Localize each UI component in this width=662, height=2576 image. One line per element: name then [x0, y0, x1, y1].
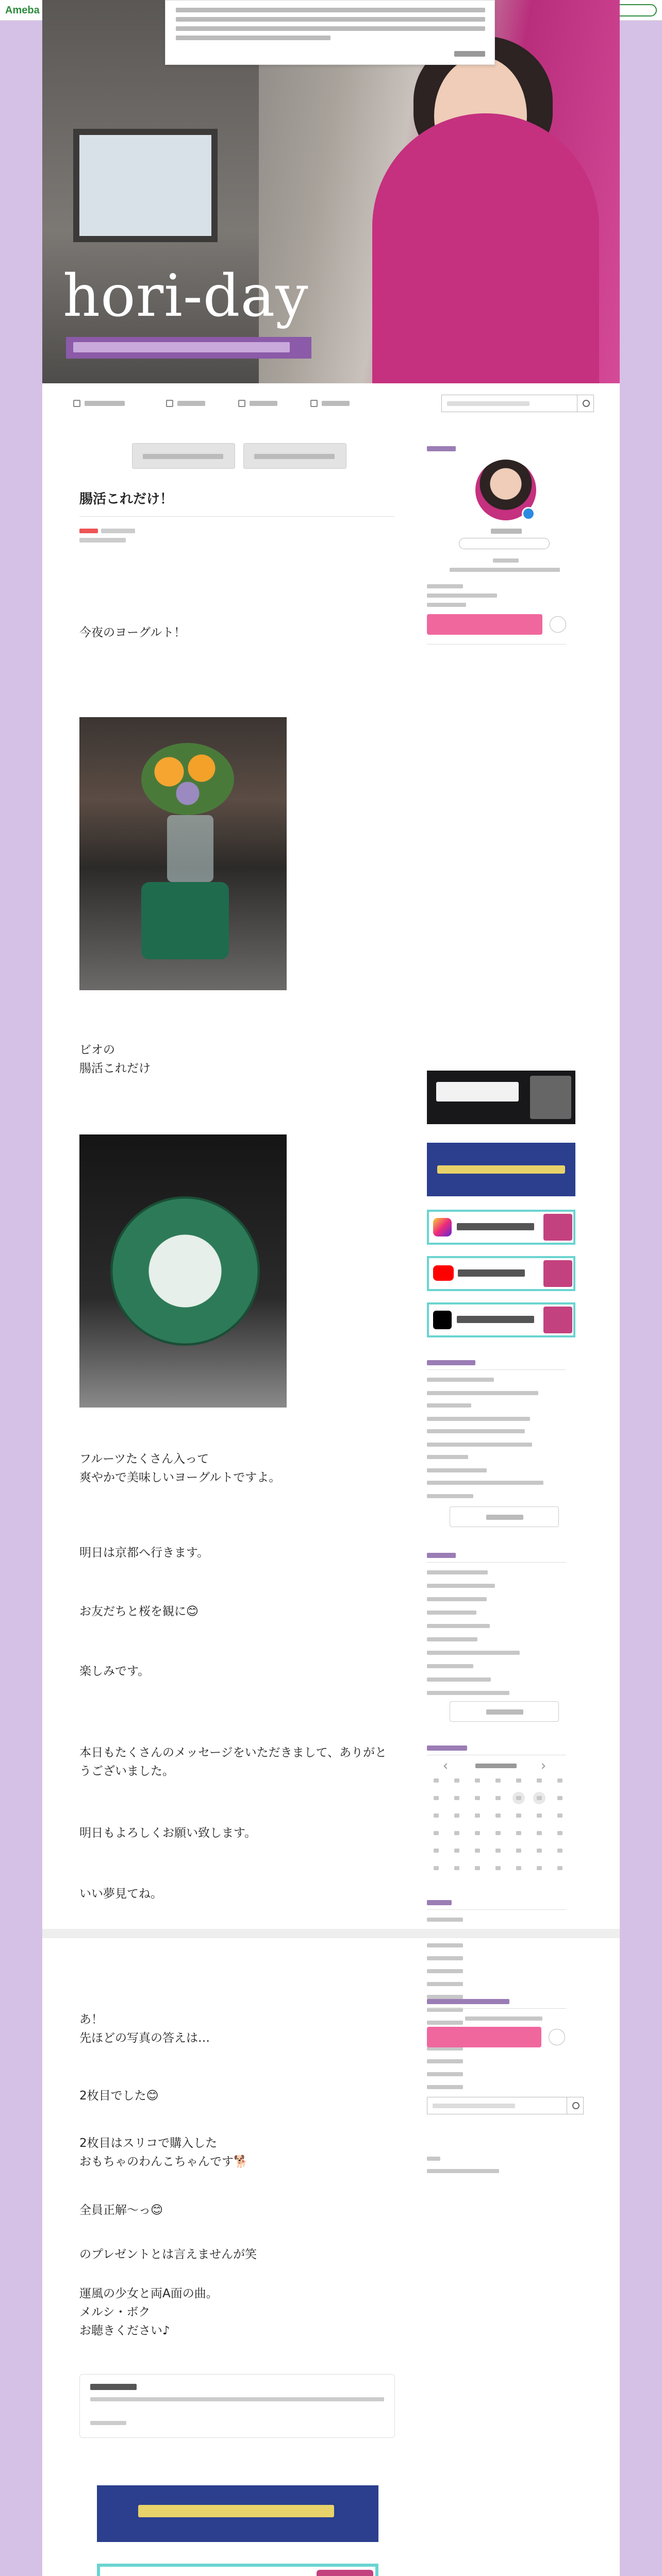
calendar-label-placeholder	[454, 1778, 459, 1783]
banner-text-placeholder	[457, 1223, 534, 1230]
profile-line-placeholder	[427, 584, 463, 588]
calendar-label-placeholder	[434, 1814, 439, 1818]
calendar-day-cell[interactable]	[492, 1792, 504, 1804]
chevron-right-icon[interactable]	[539, 1763, 545, 1769]
yogurt-lid	[110, 1196, 260, 1346]
more-options-icon[interactable]	[550, 616, 566, 633]
calendar-day-cell[interactable]	[451, 1862, 463, 1874]
calendar-label-placeholder	[475, 1796, 480, 1800]
calendar-label-placeholder	[495, 1866, 501, 1870]
entry-photo-flowers-yogurt[interactable]	[79, 717, 287, 990]
new-badge	[79, 529, 98, 533]
calendar-day-cell[interactable]	[430, 1827, 442, 1839]
calendar-label-placeholder	[557, 1796, 562, 1800]
calendar-day-cell[interactable]	[512, 1792, 525, 1804]
divider	[427, 1909, 566, 1910]
calendar-weekday-cell	[430, 1774, 442, 1787]
flowers	[141, 743, 234, 815]
calendar-day-cell[interactable]	[451, 1844, 463, 1857]
profile-line-placeholder	[427, 594, 497, 598]
recent-entry-link-placeholder[interactable]	[427, 1391, 538, 1395]
recent-entry-link-placeholder[interactable]	[427, 1429, 525, 1433]
banner-photo	[317, 2570, 373, 2576]
divider	[427, 1562, 566, 1563]
recent-entries-more-button[interactable]	[450, 1506, 559, 1527]
embed-source-placeholder	[90, 2421, 126, 2425]
calendar-label-placeholder	[475, 1778, 480, 1783]
archive-month-link-placeholder[interactable]	[427, 1995, 463, 1999]
banner-photo	[530, 1076, 571, 1119]
nav-blog-top[interactable]	[73, 399, 125, 408]
recent-entries-heading-placeholder	[427, 1360, 475, 1365]
recent-entry-link-placeholder[interactable]	[427, 1455, 468, 1459]
entry-paragraph: 2枚目でした😊	[79, 2089, 159, 2103]
calendar-label-placeholder	[454, 1866, 459, 1870]
calendar-label-placeholder	[537, 1831, 542, 1835]
archive-month-link-placeholder[interactable]	[427, 1943, 463, 1947]
calendar-label-placeholder	[495, 1814, 501, 1818]
entry-paragraph: 明日は京都へ行きます。	[79, 1546, 209, 1560]
calendar-day-cell[interactable]	[471, 1844, 484, 1857]
entry-paragraph: 全員正解〜っ😊	[79, 2204, 163, 2217]
calendar-label-placeholder	[495, 1796, 501, 1800]
calendar-label-placeholder	[434, 1866, 439, 1870]
recent-entry-link-placeholder[interactable]	[427, 1468, 487, 1472]
calendar-day-cell[interactable]	[492, 1827, 504, 1839]
theme-link-placeholder[interactable]	[427, 1677, 491, 1682]
more-label-placeholder	[486, 1515, 523, 1520]
archive-month-link-placeholder[interactable]	[427, 2085, 463, 2089]
entry-theme-link-placeholder[interactable]	[79, 538, 126, 543]
theme-link-placeholder[interactable]	[427, 1570, 488, 1574]
calendar-day-cell[interactable]	[554, 1827, 566, 1839]
calendar-label-placeholder	[434, 1796, 439, 1800]
banner-text-placeholder	[458, 1269, 525, 1277]
theme-link-placeholder[interactable]	[427, 1637, 477, 1641]
home-icon	[73, 400, 80, 407]
calendar-label-placeholder	[516, 1796, 521, 1800]
calendar-day-cell[interactable]	[492, 1809, 504, 1822]
entry-title[interactable]: 腸活これだけ！	[79, 492, 174, 507]
calendar-weekday-cell	[471, 1774, 484, 1787]
blog-subtitle-placeholder	[73, 342, 290, 352]
archive-month-link-placeholder[interactable]	[427, 2059, 463, 2063]
header-photo-window	[73, 129, 218, 242]
calendar-heading-placeholder	[427, 1745, 467, 1751]
divider	[427, 644, 566, 645]
calendar-day-cell[interactable]	[451, 1792, 463, 1804]
sidebar-banner-x[interactable]	[427, 1302, 575, 1337]
nav-label-placeholder	[85, 401, 125, 406]
search-placeholder	[447, 401, 529, 406]
calendar-label-placeholder	[434, 1778, 439, 1783]
calendar-label-placeholder	[454, 1849, 459, 1853]
entry-paragraph: お友だちと桜を観に😊	[79, 1605, 198, 1618]
search-icon[interactable]	[567, 2097, 583, 2114]
divider	[427, 2008, 566, 2009]
video-icon	[310, 400, 318, 407]
entry-paragraph: のプレゼントとは言えませんが笑	[79, 2248, 257, 2261]
youtube-banner[interactable]	[97, 2564, 378, 2576]
archive-month-link-placeholder[interactable]	[427, 1956, 463, 1960]
banner-text-placeholder	[138, 2505, 334, 2517]
yogurt-cup	[141, 882, 229, 959]
calendar-day-cell[interactable]	[554, 1844, 566, 1857]
calendar-day-cell[interactable]	[451, 1809, 463, 1822]
entry-paragraph: 明日もよろしくお願い致します。	[79, 1826, 257, 1840]
entry-date-placeholder	[101, 529, 135, 533]
nav-label-placeholder	[322, 401, 350, 406]
theme-link-placeholder[interactable]	[427, 1651, 520, 1655]
notice-line	[176, 8, 485, 12]
calendar-label-placeholder	[454, 1814, 459, 1818]
recent-entry-link-placeholder[interactable]	[427, 1481, 543, 1485]
calendar-day-cell[interactable]	[492, 1862, 504, 1874]
calendar-day-cell[interactable]	[512, 1862, 525, 1874]
search-icon[interactable]	[577, 395, 593, 412]
calendar-day-cell[interactable]	[430, 1809, 442, 1822]
calendar-label-placeholder	[557, 1866, 562, 1870]
archive-month-link-placeholder[interactable]	[427, 1969, 463, 1973]
profile-name-placeholder[interactable]	[491, 529, 522, 534]
nav-label-placeholder	[250, 401, 277, 406]
theme-link-placeholder[interactable]	[427, 1691, 509, 1695]
calendar-label-placeholder	[475, 1831, 480, 1835]
chevron-left-icon[interactable]	[443, 1763, 449, 1769]
recent-entry-link-placeholder[interactable]	[427, 1378, 494, 1382]
calendar-weekday-cell	[492, 1774, 504, 1787]
theme-link-placeholder[interactable]	[427, 1584, 495, 1588]
theme-link-placeholder[interactable]	[427, 1624, 490, 1628]
calendar-grid	[427, 1774, 576, 1879]
calendar-day-cell[interactable]	[554, 1792, 566, 1804]
calendar-label-placeholder	[516, 1866, 521, 1870]
recent-entry-link-placeholder[interactable]	[427, 1417, 530, 1421]
instagram-icon	[433, 1218, 452, 1236]
themes-more-button[interactable]	[450, 1701, 559, 1722]
calendar-label-placeholder	[495, 1831, 501, 1835]
recent-entry-link-placeholder[interactable]	[427, 1494, 473, 1498]
calendar-label-placeholder	[537, 1866, 542, 1870]
more-label-placeholder	[486, 1709, 523, 1715]
entry-paragraph: 今夜のヨーグルト！	[79, 626, 186, 639]
calendar-day-cell[interactable]	[512, 1809, 525, 1822]
archive-month-link-placeholder[interactable]	[427, 2021, 463, 2025]
calendar-month-placeholder	[475, 1764, 517, 1768]
ameba-logo[interactable]: Ameba	[5, 5, 40, 16]
sidebar-search-input[interactable]	[427, 2097, 584, 2114]
calendar-label-placeholder	[557, 1849, 562, 1853]
follower-count-placeholder	[465, 2016, 542, 2021]
follow-button[interactable]	[427, 614, 542, 635]
calendar-label-placeholder	[516, 1778, 521, 1783]
official-blogger-badge	[459, 538, 550, 549]
calendar-day-cell[interactable]	[471, 1792, 484, 1804]
sidebar-banner-youtube[interactable]	[427, 1256, 575, 1291]
blog-title[interactable]: hori-day	[63, 263, 309, 330]
blog-subtitle-bar	[66, 337, 311, 359]
calendar-label-placeholder	[495, 1778, 501, 1783]
entry-paragraph: 2枚目はスリコで購入した おもちゃのわんこちゃんです🐕	[79, 2137, 249, 2168]
calendar-day-cell[interactable]	[430, 1844, 442, 1857]
calendar-label-placeholder	[454, 1796, 459, 1800]
nav-label-placeholder	[177, 401, 205, 406]
sidebar-footer-link-placeholder[interactable]	[427, 2169, 499, 2173]
calendar-weekday-cell	[533, 1774, 545, 1787]
calendar-day-cell[interactable]	[471, 1862, 484, 1874]
divider	[427, 1369, 566, 1370]
calendar-day-cell[interactable]	[512, 1827, 525, 1839]
calendar-label-placeholder	[516, 1831, 521, 1835]
calendar-day-cell[interactable]	[430, 1862, 442, 1874]
themes-heading-placeholder	[427, 1553, 456, 1558]
official-blog-banner[interactable]	[97, 2485, 378, 2542]
sidebar-footer-link-placeholder[interactable]	[427, 2157, 440, 2161]
calendar-label-placeholder	[537, 1849, 542, 1853]
nav-image-list[interactable]	[238, 399, 279, 408]
youtube-embed-card[interactable]	[79, 2374, 395, 2438]
banner-text-placeholder	[457, 1316, 534, 1323]
followers-heading-placeholder	[427, 1999, 509, 2004]
profile-heading-placeholder	[427, 446, 456, 451]
calendar-day-cell[interactable]	[554, 1809, 566, 1822]
entry-paragraph: フルーツたくさん入って 爽やかで美味しいヨーグルトですよ。	[79, 1452, 281, 1484]
entry-photo-yogurt-closeup[interactable]	[79, 1134, 287, 1408]
entry-paragraph: いい夢見てね。	[79, 1887, 162, 1901]
sidebar-banner-book[interactable]	[427, 1071, 575, 1124]
calendar-label-placeholder	[475, 1849, 480, 1853]
calendar-label-placeholder	[537, 1814, 542, 1818]
calendar-label-placeholder	[557, 1778, 562, 1783]
calendar-day-cell[interactable]	[533, 1792, 545, 1804]
entry-paragraph: 楽しみです。	[79, 1665, 150, 1678]
sidebar-follow-button[interactable]	[427, 2027, 541, 2047]
entry-paragraph: 運風の少女と両A面の曲。 メルシ・ボク お聴きください♪	[79, 2287, 218, 2337]
calendar-day-cell[interactable]	[533, 1809, 545, 1822]
search-placeholder	[433, 2104, 515, 2108]
x-icon	[433, 1311, 452, 1329]
calendar-label-placeholder	[434, 1849, 439, 1853]
archive-month-link-placeholder[interactable]	[427, 2072, 463, 2076]
embed-title-placeholder	[90, 2384, 137, 2390]
calendar-label-placeholder	[475, 1866, 480, 1870]
calendar-day-cell[interactable]	[471, 1809, 484, 1822]
calendar-day-cell[interactable]	[512, 1844, 525, 1857]
youtube-icon	[433, 1265, 454, 1281]
banner-text-placeholder	[437, 1165, 565, 1174]
header-photo-magenta-top	[372, 113, 599, 383]
notice-line	[176, 26, 485, 31]
page-separator	[42, 1929, 620, 1938]
next-entry-button[interactable]	[243, 443, 346, 469]
theme-link-placeholder[interactable]	[427, 1611, 476, 1615]
more-options-icon[interactable]	[549, 2029, 565, 2045]
recent-entry-link-placeholder[interactable]	[427, 1403, 471, 1408]
calendar-label-placeholder	[516, 1814, 521, 1818]
notice-line	[176, 36, 330, 40]
entry-paragraph: 本日もたくさんのメッセージをいただきまして、ありがとうございました。	[79, 1746, 387, 1778]
calendar-label-placeholder	[537, 1796, 542, 1800]
archive-month-link-placeholder[interactable]	[427, 1982, 463, 1986]
cookie-notice	[165, 0, 495, 65]
banner-text-placeholder	[436, 1082, 519, 1101]
calendar-label-placeholder	[557, 1831, 562, 1835]
calendar-day-cell[interactable]	[533, 1827, 545, 1839]
calendar-label-placeholder	[495, 1849, 501, 1853]
calendar-day-cell[interactable]	[451, 1827, 463, 1839]
theme-link-placeholder[interactable]	[427, 1664, 473, 1668]
prev-entry-label-placeholder	[143, 454, 223, 459]
calendar-label-placeholder	[434, 1831, 439, 1835]
vase	[167, 815, 213, 882]
embed-description-placeholder	[90, 2397, 384, 2401]
next-entry-label-placeholder	[254, 454, 335, 459]
calendar-day-cell[interactable]	[554, 1862, 566, 1874]
recent-entry-link-placeholder[interactable]	[427, 1443, 532, 1447]
calendar-month-nav	[444, 1760, 548, 1772]
calendar-label-placeholder	[475, 1814, 480, 1818]
calendar-day-cell[interactable]	[533, 1844, 545, 1857]
calendar-weekday-cell	[451, 1774, 463, 1787]
banner-photo	[543, 1260, 572, 1287]
calendar-day-cell[interactable]	[430, 1792, 442, 1804]
archive-heading-placeholder	[427, 1900, 452, 1905]
profile-line-placeholder	[493, 558, 519, 563]
calendar-label-placeholder	[454, 1831, 459, 1835]
theme-link-placeholder[interactable]	[427, 1597, 487, 1601]
sidebar-banner-official-blog[interactable]	[427, 1143, 575, 1196]
banner-photo	[543, 1214, 572, 1241]
banner-photo	[543, 1307, 572, 1333]
calendar-label-placeholder	[516, 1849, 521, 1853]
notice-close-button[interactable]	[454, 51, 485, 57]
prev-entry-button[interactable]	[132, 443, 235, 469]
blog-content-container	[42, 383, 620, 2576]
profile-line-placeholder	[450, 568, 560, 572]
document-icon	[166, 400, 173, 407]
verified-icon	[522, 507, 535, 520]
entry-paragraph: あ！ 先ほどの写真の答えは…	[79, 2013, 210, 2045]
calendar-weekday-cell	[512, 1774, 525, 1787]
blog-search-input[interactable]	[441, 395, 594, 412]
archive-month-link-placeholder[interactable]	[427, 1918, 463, 1922]
entry-paragraph: ビオの 腸活これだけ	[79, 1043, 151, 1075]
nav-entry-list[interactable]	[166, 399, 207, 408]
calendar-label-placeholder	[557, 1814, 562, 1818]
nav-video-list[interactable]	[310, 399, 352, 408]
camera-icon	[238, 400, 245, 407]
sidebar-banner-instagram[interactable]	[427, 1210, 575, 1245]
calendar-weekday-cell	[554, 1774, 566, 1787]
calendar-day-cell[interactable]	[492, 1844, 504, 1857]
calendar-day-cell[interactable]	[533, 1862, 545, 1874]
calendar-day-cell[interactable]	[471, 1827, 484, 1839]
calendar-label-placeholder	[537, 1778, 542, 1783]
notice-line	[176, 17, 485, 22]
divider	[79, 516, 395, 517]
profile-line-placeholder	[427, 603, 466, 607]
